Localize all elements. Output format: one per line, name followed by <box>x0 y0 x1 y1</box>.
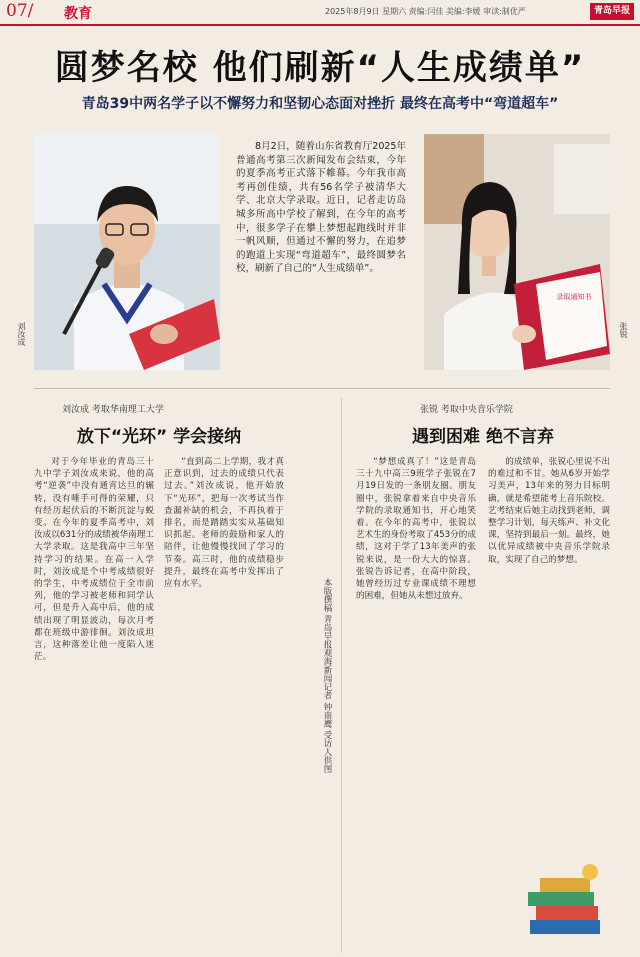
right-story-text-1: “梦想成真了！”这是青岛三十九中高三9班学子张锐在7月19日发的一条朋友圈。朋友圈中，张锐拿着来自中央音乐学院的录取通知书，开心地笑着。在今年的高考中，张锐以艺术生的身份考取了453分的成绩，这对于学了13年美声的张锐来说，是一份大大的惊喜。张锐告诉记者，在高中阶段，她曾经历过专业课成绩不理想的困难，但她从未想过放弃。 <box>356 457 476 602</box>
left-story-column-1 <box>34 456 154 951</box>
right-story-title: 遇到困难 绝不言弃 <box>412 427 554 447</box>
right-story-text-2: 的成绩单，张锐心里说不出的难过和不甘。她从6岁开始学习美声，13年来的努力目标明确，就是希望能考上音乐院校。艺考结束后她主动找到老师，调整学习计划，每天练声、补文化课，坚持到最后一刻。最终，她以优异成绩被中央音乐学院录取，实现了自己的梦想。 <box>488 457 610 565</box>
horizontal-rule <box>34 388 610 389</box>
left-story-text-2: “直到高二上学期，我才真正意识到，过去的成绩只代表过去。”刘汝成说，他开始放下“光环”，把每一次考试当作查漏补缺的机会，不再执着于排名，而是踏踏实实从基础知识抓起。老师的鼓励和家人的陪伴，让他慢慢找回了学习的节奏。高三时，他的成绩稳步提升，最终在高考中发挥出了应有水平。 <box>164 457 284 590</box>
right-story-name-line: 张锐 考取中央音乐学院 <box>420 405 513 415</box>
page-number: 07/ <box>6 1 34 21</box>
headline: 圆梦名校 他们刷新“人生成绩单” <box>54 48 586 88</box>
left-story-text-1: 对于今年毕业的青岛三十九中学子刘汝成来说，他的高考“逆袭”中没有通宵达旦的辗转，没有唾手可得的荣耀，只有经历起伏后的不断沉淀与蜕变。在今年的夏季高考中，刘汝成以631分的成绩被华南理工大学录取。这是我高中三年坚持学习的结果。在高一入学时，刘汝成是个中考成绩很好的学生，中考成绩位于全市前列，他的学习被老师和同学认可，但是升入高中后，他的成绩出现了明显波动，每次月考都在班级中游徘徊。刘汝成坦言，这种落差让他一度陷入迷茫。 <box>34 457 154 663</box>
left-story-column-2 <box>164 456 284 951</box>
right-story-column-1 <box>356 456 476 951</box>
intro-paragraph: 8月2日，随着山东省教育厅2025年普通高考第三次新闻发布会结束，今年的夏季高考正式落下帷幕。今年我市高考再创佳绩，共有56名学子被清华大学、北京大学录取。近日，记者走访岛城多所高中学校了解到，在今年的高考中，很多学子在攀上梦想起跑线时并非一帆风顺，但通过不懈的努力，在追梦的跑道上实现“弯道超车”，最终圆梦名校，刷新了自己的“人生成绩单”。 <box>236 141 406 275</box>
photo-student-left <box>34 134 220 370</box>
column-divider <box>341 398 342 953</box>
paper-logo: 青岛早报 <box>590 3 634 20</box>
dateline: 2025年8月9日 星期六 责编:闫佳 美编:李媛 审读:制优严 <box>325 7 526 16</box>
subheadline: 青岛39中两名学子以不懈努力和坚韧心态面对挫折 最终在高考中“弯道超车” <box>81 96 559 112</box>
page-header <box>0 0 640 26</box>
byline: 本版撰稿 青岛早报观海新闻记者 钟南鹰 受访人供图 <box>322 578 332 774</box>
books-illustration <box>520 860 610 940</box>
left-story-name-line: 刘汝成 考取华南理工大学 <box>62 405 164 415</box>
photo-student-right <box>424 134 610 370</box>
photo-caption-left: 刘汝成 <box>17 322 26 346</box>
right-story-column-2 <box>488 456 610 851</box>
section-label: 教育 <box>64 6 92 22</box>
left-story-title: 放下“光环” 学会接纳 <box>76 427 242 447</box>
certificate-text: 录取通知书 <box>556 293 592 301</box>
photo-caption-right: 张锐 <box>619 322 628 338</box>
